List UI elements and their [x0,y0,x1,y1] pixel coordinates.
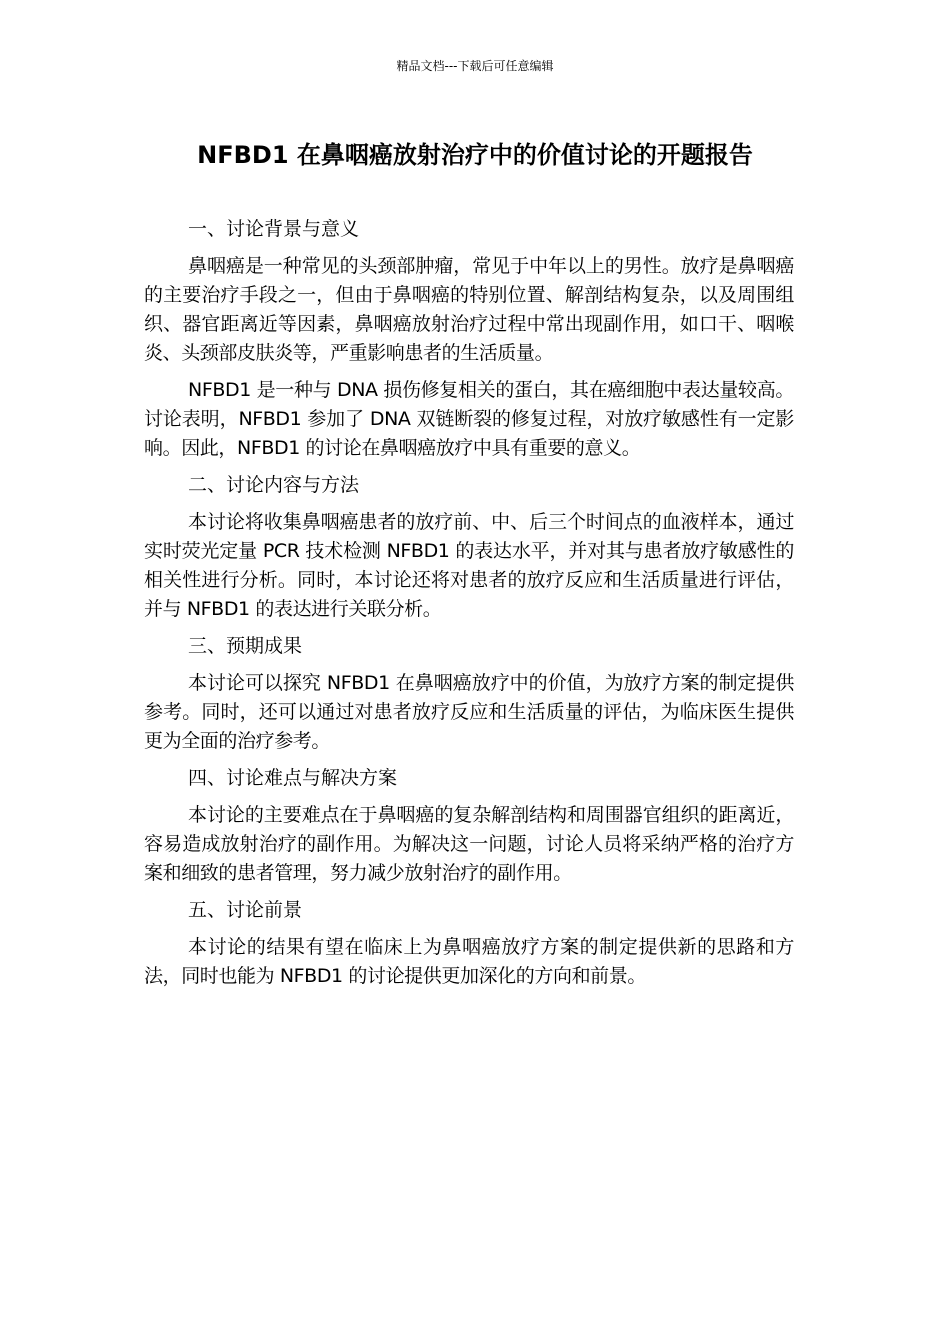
section-heading: 三、预期成果 [188,635,303,657]
paragraph: NFBD1 是一种与 DNA 损伤修复相关的蛋白，其在癌细胞中表达量较高。讨论表明，NFBD1 参加了 DNA 双链断裂的修复过程，对放疗敏感性有一定影响。因此，NFBD1 的讨论在鼻咽癌放疗中具有重要的意义。 [144,379,794,459]
paragraph: 本讨论可以探究 NFBD1 在鼻咽癌放疗中的价值，为放疗方案的制定提供参考。同时，还可以通过对患者放疗反应和生活质量的评估，为临床医生提供更为全面的治疗参考。 [144,672,794,752]
section-heading: 二、讨论内容与方法 [188,474,360,496]
paragraph: 鼻咽癌是一种常见的头颈部肿瘤，常见于中年以上的男性。放疗是鼻咽癌的主要治疗手段之一，但由于鼻咽癌的特别位置、解剖结构复杂，以及周围组织、器官距离近等因素，鼻咽癌放射治疗过程中常出现副作用，如口干、咽喉炎、头颈部皮肤炎等，严重影响患者的生活质量。 [144,255,794,364]
paragraph: 本讨论的主要难点在于鼻咽癌的复杂解剖结构和周围器官组织的距离近，容易造成放射治疗的副作用。为解决这一问题，讨论人员将采纳严格的治疗方案和细致的患者管理，努力减少放射治疗的副作用。 [144,804,794,884]
section-heading: 一、讨论背景与意义 [188,218,360,240]
header-note: 精品文档---下载后可任意编辑 [396,59,554,73]
section-heading: 四、讨论难点与解决方案 [188,767,398,789]
paragraph: 本讨论将收集鼻咽癌患者的放疗前、中、后三个时间点的血液样本，通过实时荧光定量 PCR 技术检测 NFBD1 的表达水平，并对其与患者放疗敏感性的相关性进行分析。同时，本讨论还将对患者的放疗反应和生活质量进行评估，并与 NFBD1 的表达进行关联分析。 [144,511,794,620]
document-title: NFBD1 在鼻咽癌放射治疗中的价值讨论的开题报告 [197,141,753,169]
paragraph: 本讨论的结果有望在临床上为鼻咽癌放疗方案的制定提供新的思路和方法，同时也能为 NFBD1 的讨论提供更加深化的方向和前景。 [144,936,794,987]
document-body [144,215,794,999]
section-heading: 五、讨论前景 [188,899,303,921]
